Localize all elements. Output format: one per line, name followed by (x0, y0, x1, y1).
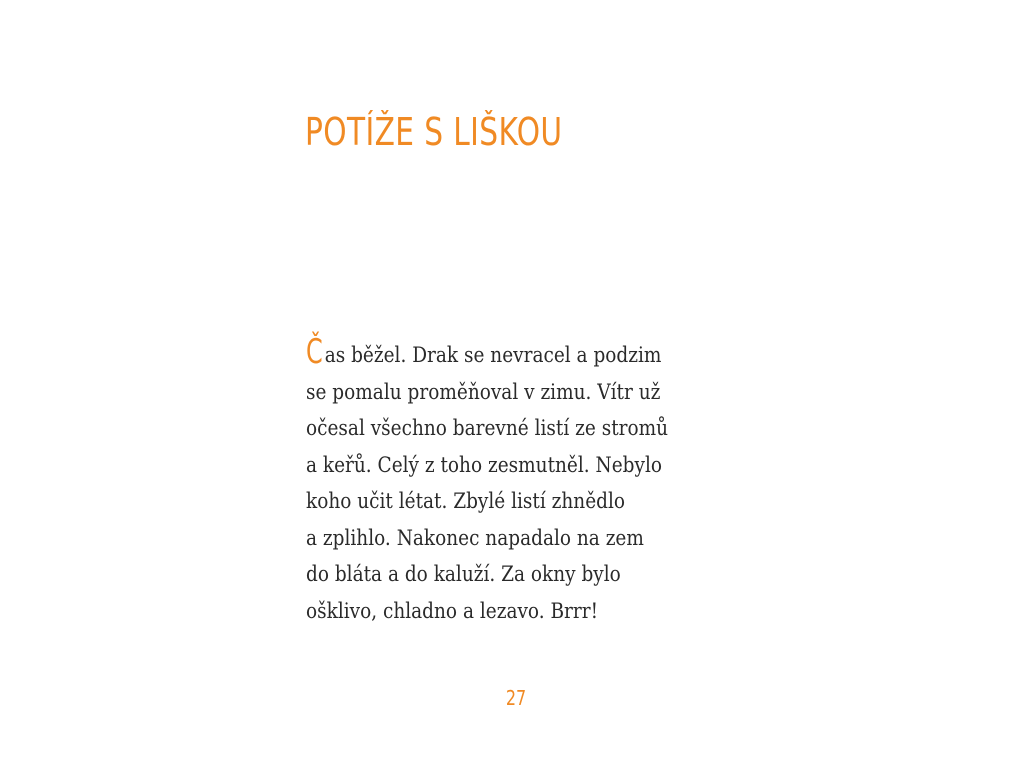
text-line: očesal všechno barevné listí ze stromů (306, 416, 669, 441)
text-line: a zplihlo. Nakonec napadalo na zem (306, 525, 644, 551)
text-line (306, 332, 667, 375)
text-line: koho učit létat. Zbylé listí zhnědlo (306, 489, 626, 514)
drop-cap: Č (306, 332, 323, 372)
chapter-title: POTÍŽE S LIŠKOU (305, 110, 563, 154)
text-line-content: as běžel. Drak se nevracel a podzim (324, 343, 662, 368)
body-paragraph (306, 332, 726, 630)
text-line: se pomalu proměňoval v zimu. Vítr už (306, 379, 661, 405)
text-line: ošklivo, chladno a lezavo. Brrr! (306, 598, 599, 624)
text-line: do bláta a do kaluží. Za okny bylo (306, 562, 621, 587)
text-line: a keřů. Celý z toho zesmutněl. Nebylo (306, 452, 662, 478)
page-number: 27 (505, 686, 527, 710)
